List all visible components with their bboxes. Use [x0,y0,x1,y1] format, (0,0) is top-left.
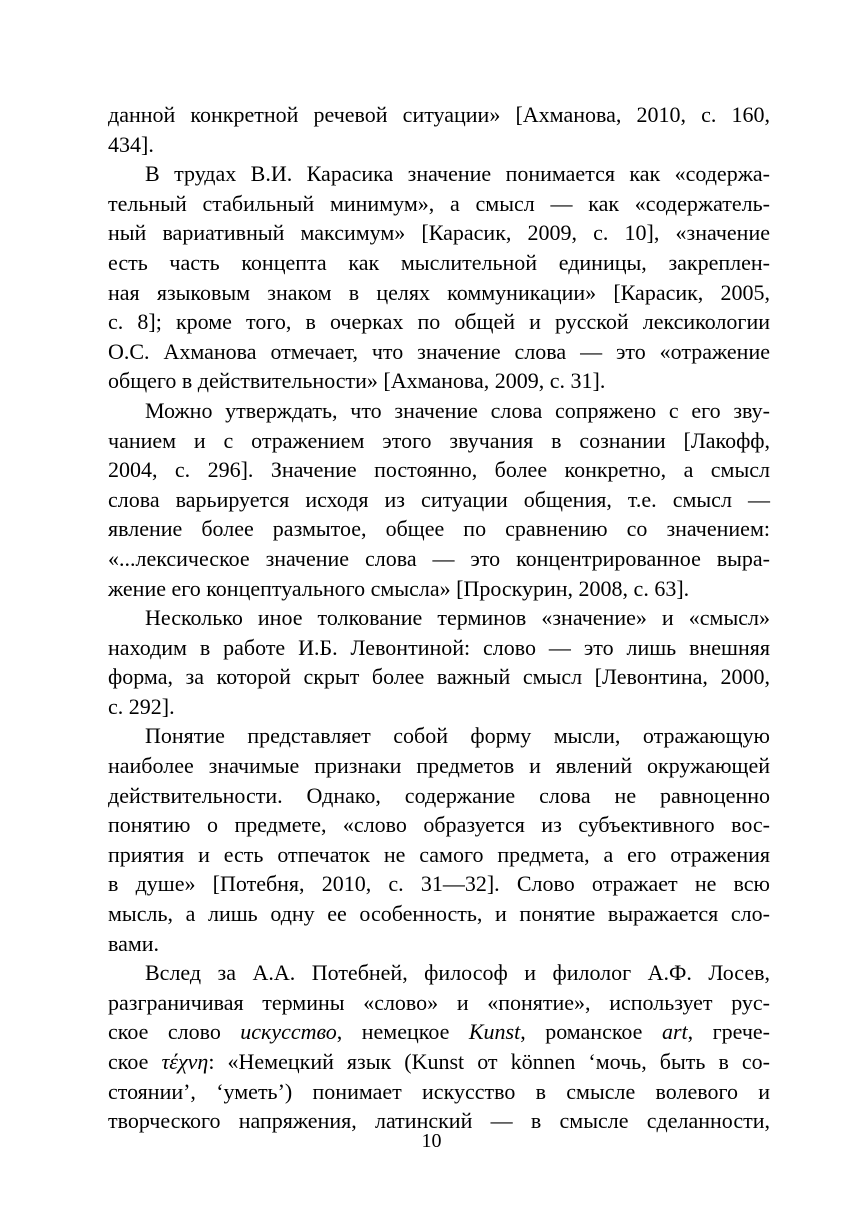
text-line: с. 8]; кроме того, в очерках по общей и русской лексикологии [108,309,770,335]
text-line: приятия и есть отпечаток не самого предмета, а его отражения [108,841,770,867]
text-line: мысль, а лишь одну ее особенность, и понятие выражается сло- [108,901,770,927]
text-line: данной конкретной речевой ситуации» [Ахманова, 2010, с. 160, [108,102,770,127]
text-line: ная языковым знаком в целях коммуникации» [Карасик, 2005, [108,279,770,305]
paragraph-4 [108,721,770,958]
paragraph-3 [108,603,770,721]
text-line: жение его концептуального смысла» [Проскурин, 2008, с. 63]. [108,575,690,601]
text-line: тельный стабильный минимум», а смысл — как «содержатель- [108,190,770,216]
text-line: наиболее значимые признаки предметов и явлений окружающей [108,753,770,779]
text-line: общего в действительности» [Ахманова, 2009, с. 31]. [108,368,606,394]
paragraph-0 [108,100,770,159]
paragraph-1 [108,159,770,396]
text-line: понятию о предмете, «слово образуется из субъективного вос- [108,812,770,838]
text-run: , романское [520,1019,662,1045]
text-line: есть часть концепта как мыслительной единицы, закреплен- [108,249,770,275]
text-run: ское [108,1049,162,1074]
text-line: В трудах В.И. Карасика значение понимается как «содержа- [145,161,770,187]
italic-term: τέχνη [161,1049,209,1074]
italic-term: искусство [240,1019,337,1045]
text-line: слова варьируется исходя из ситуации общения, т.е. смысл — [108,486,770,512]
text-line: находим в работе И.Б. Левонтиной: слово — это лишь внешняя [108,634,770,660]
text-line: ный вариативный максимум» [Карасик, 2009, с. 10], «значение [108,220,770,246]
text-line: с. 292]. [108,693,175,719]
text-line: вами. [108,930,160,956]
text-line: Понятие представляет собой форму мысли, отражающую [145,723,770,749]
text-line: Можно утверждать, что значение слова сопряжено с его зву- [145,397,770,423]
text-line: 434]. [108,131,154,157]
text-run: : «Немецкий язык (Kunst от können ‘мочь, быть в со- [208,1049,770,1074]
text-run: , немецкое [336,1019,469,1045]
paragraph-5 [108,958,770,1136]
text-line: Несколько иное толкование терминов «значение» и «смысл» [145,605,770,631]
text-line: творческого напряжения, латинский — в смысле сделанности, [108,1108,770,1134]
text-line: стоянии’, ‘уметь’) понимает искусство в смысле волевого и [108,1078,770,1104]
text-line: «...лексическое значение слова — это концентрированное выра- [108,545,770,571]
text-line: 2004, с. 296]. Значение постоянно, более конкретно, а смысл [108,457,770,483]
text-line: явление более размытое, общее по сравнению со значением: [108,516,770,542]
text-line-mixed [108,1017,770,1047]
text-line: в душе» [Потебня, 2010, с. 31—32]. Слово отражает не всю [108,871,770,897]
text-run: ское слово [108,1019,241,1045]
text-line: чанием и с отражением этого звучания в сознании [Лакофф, [108,427,770,453]
text-line: разграничивая термины «слово» и «понятие», использует рус- [108,989,770,1015]
paragraph-2 [108,396,770,603]
text-line: О.С. Ахманова отмечает, что значение слова — это «отражение [108,338,770,364]
italic-term: Kunst [468,1019,521,1045]
text-line: действительности. Однако, содержание слова не равноценно [108,782,770,808]
text-line: форма, за которой скрыт более важный смысл [Левонтина, 2000, [108,664,770,690]
page-number: 10 [421,1130,442,1152]
text-line-mixed [108,1047,770,1077]
italic-term: art [661,1019,688,1045]
body-text [108,100,770,1136]
text-line: Вслед за А.А. Потебней, философ и филолог А.Ф. Лосев, [145,960,770,986]
text-run: , грече- [687,1019,770,1045]
